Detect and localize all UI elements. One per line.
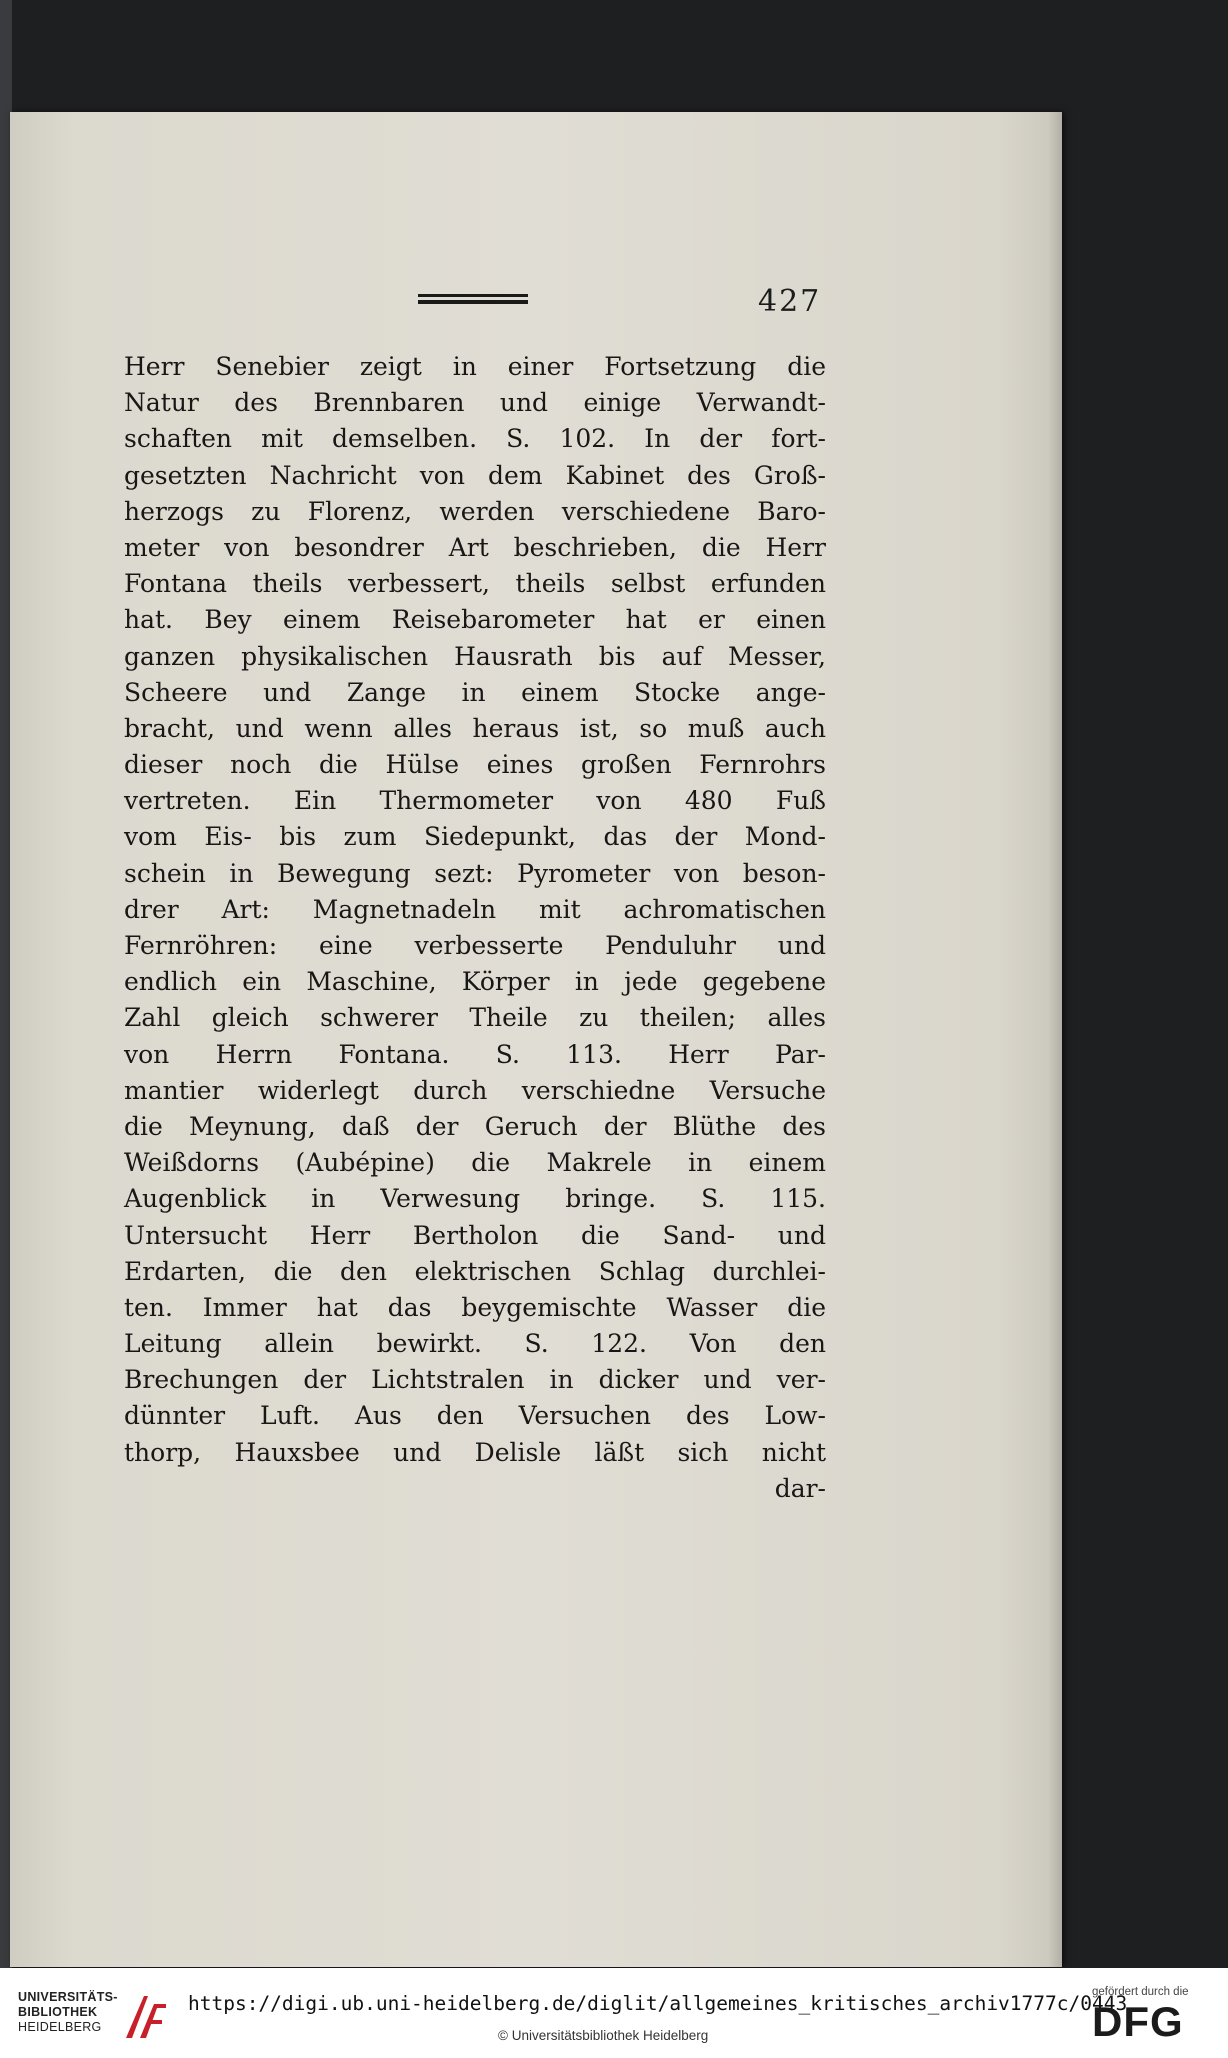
text-line: dünnter Luft. Aus den Versuchen des Low- [124, 1401, 826, 1431]
logo-line-2: BIBLIOTHEK [18, 2005, 98, 2019]
page-text [124, 349, 826, 1507]
text-line: ganzen physikalischen Hausrath bis auf Messer, [124, 641, 826, 671]
text-line: Herr Senebier zeigt in einer Fortsetzung die [124, 352, 826, 381]
text-line: bracht, und wenn alles heraus ist, so muß auch [124, 713, 826, 743]
text-line: endlich ein Maschine, Körper in jede gegebene [124, 967, 826, 997]
viewer-footer [0, 1968, 1228, 2058]
text-line: dieser noch die Hülse eines großen Fernrohrs [124, 750, 826, 780]
text-line: thorp, Hauxsbee und Delisle läßt sich nicht [124, 1437, 826, 1467]
text-line: Untersucht Herr Bertholon die Sand- und [124, 1220, 826, 1250]
text-line: mantier widerlegt durch verschiedne Versuche [124, 1075, 826, 1105]
text-line: dar- [774, 1473, 826, 1503]
book-page [10, 112, 1062, 1967]
text-line: von Herrn Fontana. S. 113. Herr Par- [124, 1039, 826, 1069]
text-line: Weißdorns (Aubépine) die Makrele in einem [124, 1148, 826, 1178]
text-line: Scheere und Zange in einem Stocke ange- [124, 677, 826, 707]
page-number: 427 [758, 284, 822, 319]
text-line: schaften mit demselben. S. 102. In der fort- [124, 424, 826, 454]
text-line: gesetzten Nachricht von dem Kabinet des Groß- [124, 460, 826, 490]
text-line: vertreten. Ein Thermometer von 480 Fuß [124, 786, 826, 816]
text-line: herzogs zu Florenz, werden verschiedene Baro- [124, 496, 826, 526]
text-line: Fontana theils verbessert, theils selbst erfunden [124, 569, 826, 599]
text-line: die Meynung, daß der Geruch der Blüthe des [124, 1111, 826, 1141]
text-line: Zahl gleich schwerer Theile zu theilen; alles [124, 1003, 826, 1033]
text-line: meter von besondrer Art beschrieben, die Herr [124, 532, 826, 562]
text-line: drer Art: Magnetnadeln mit achromatischen [124, 894, 826, 924]
text-line: ten. Immer hat das beygemischte Wasser die [124, 1292, 826, 1322]
permalink-url[interactable]: https://digi.ub.uni-heidelberg.de/diglit/allgemeines_kritisches_archiv1777c/0443 [188, 1992, 1128, 2015]
library-emblem-icon [122, 1990, 174, 2044]
text-line: Leitung allein bewirkt. S. 122. Von den [124, 1329, 826, 1359]
logo-line-3: HEIDELBERG [18, 2020, 102, 2034]
header-rule [418, 294, 528, 306]
text-line: Erdarten, die den elektrischen Schlag durchlei- [124, 1256, 826, 1286]
dfg-funding-note: gefördert durch die [1092, 1986, 1189, 1998]
copyright-notice: © Universitätsbibliothek Heidelberg [498, 2028, 709, 2043]
university-library-logo[interactable] [18, 1990, 178, 2044]
logo-line-1: UNIVERSITÄTS- [18, 1990, 118, 2004]
text-line: vom Eis- bis zum Siedepunkt, das der Mond- [124, 822, 826, 852]
logo-text [18, 1990, 118, 2035]
dfg-logo[interactable]: DFG [1092, 1998, 1184, 2045]
text-line: Brechungen der Lichtstralen in dicker und ver- [124, 1365, 826, 1395]
text-line: hat. Bey einem Reisebarometer hat er einen [124, 605, 826, 635]
text-line: Natur des Brennbaren und einige Verwandt- [124, 388, 826, 418]
text-line: schein in Bewegung sezt: Pyrometer von beson- [124, 858, 826, 888]
text-line: Augenblick in Verwesung bringe. S. 115. [124, 1184, 826, 1214]
text-line: Fernröhren: eine verbesserte Penduluhr und [124, 931, 826, 960]
